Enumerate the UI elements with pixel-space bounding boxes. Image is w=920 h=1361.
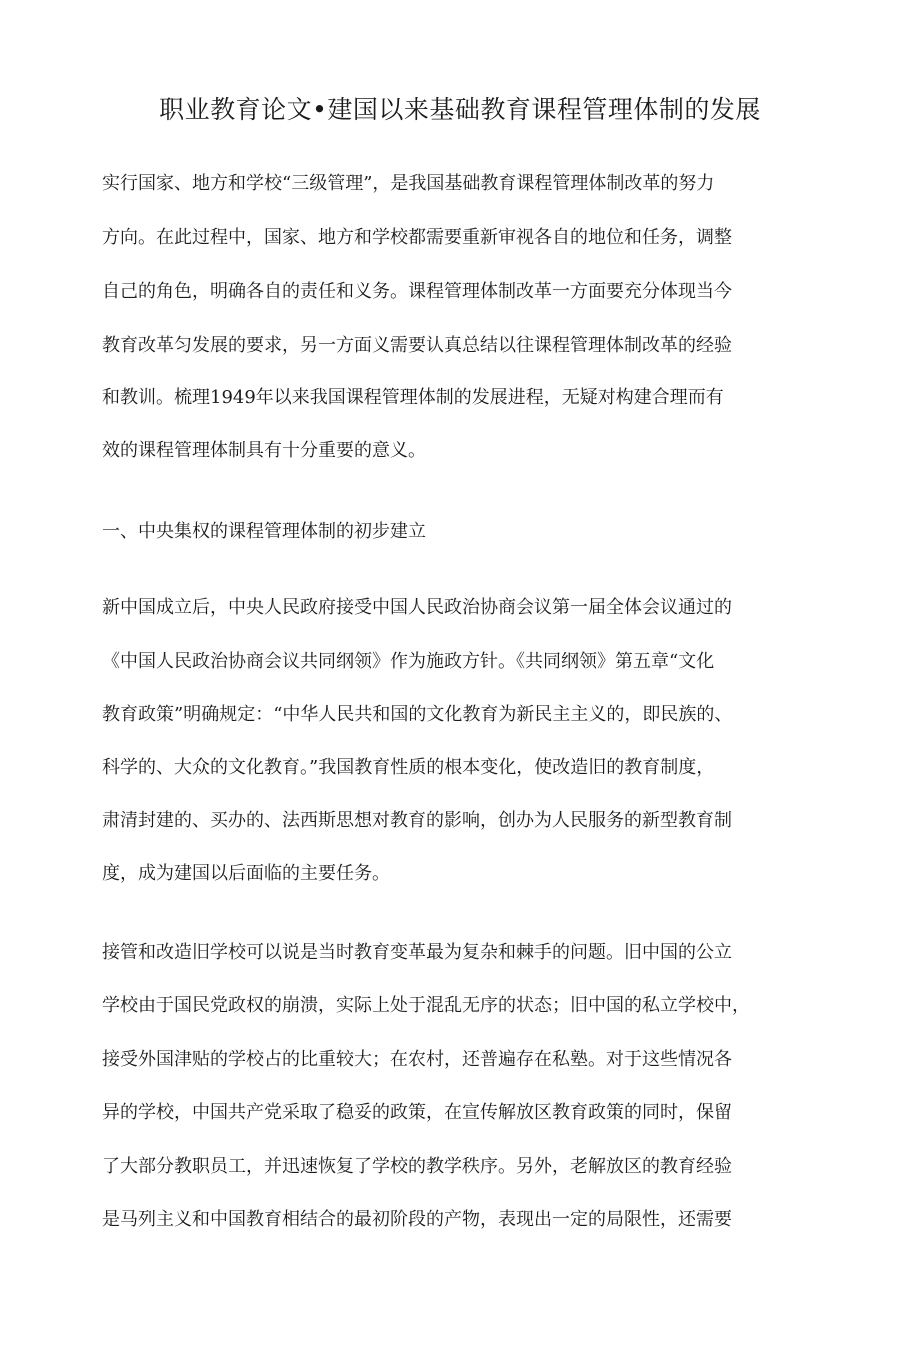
section-heading: 一、中央集权的课程管理体制的初步建立	[102, 521, 426, 542]
paragraph-2-line: 度，成为建国以后面临的主要任务。	[102, 863, 390, 884]
paragraph-2-line: 肃清封建的、买办的、法西斯思想对教育的影响，创办为人民服务的新型教育制	[102, 810, 732, 831]
paragraph-2-line: 教育政策”明确规定：“中华人民共和国的文化教育为新民主主义的，即民族的、	[102, 704, 733, 725]
paragraph-3-line: 了大部分教职员工，并迅速恢复了学校的教学秩序。另外，老解放区的教育经验	[102, 1156, 732, 1177]
paragraph-1-line: 方向。在此过程中，国家、地方和学校都需要重新审视各自的地位和任务，调整	[102, 227, 732, 248]
paragraph-2-line: 新中国成立后，中央人民政府接受中国人民政治协商会议第一届全体会议通过的	[102, 597, 732, 618]
paragraph-1-line: 实行国家、地方和学校“三级管理”，是我国基础教育课程管理体制改革的努力	[102, 173, 715, 194]
paragraph-1-line: 效的课程管理体制具有十分重要的意义。	[102, 440, 426, 461]
paragraph-3-line: 异的学校，中国共产党采取了稳妥的政策，在宣传解放区教育政策的同时，保留	[102, 1102, 732, 1123]
paragraph-2-line: 《中国人民政治协商会议共同纲领》作为施政方针。《共同纲领》第五章“文化	[102, 651, 715, 672]
paragraph-1-line: 自己的角色，明确各自的责任和义务。课程管理体制改革一方面要充分体现当今	[102, 281, 732, 302]
paragraph-1-line: 和教训。梳理1949年以来我国课程管理体制的发展进程，无疑对构建合理而有	[102, 387, 724, 408]
paragraph-3-line: 是马列主义和中国教育相结合的最初阶段的产物，表现出一定的局限性，还需要	[102, 1209, 732, 1230]
page-title: 职业教育论文•建国以来基础教育课程管理体制的发展	[159, 95, 761, 124]
paragraph-1-line: 教育改革匀发展的要求，另一方面义需要认真总结以往课程管理体制改革的经验	[102, 335, 732, 356]
paragraph-2-line: 科学的、大众的文化教育。”我国教育性质的根本变化，使改造旧的教育制度，	[102, 757, 715, 778]
paragraph-3-line: 接管和改造旧学校可以说是当时教育变革最为复杂和棘手的问题。旧中国的公立	[102, 942, 732, 963]
paragraph-3-line: 接受外国津贴的学校占的比重较大；在农村，还普遍存在私塾。对于这些情况各	[102, 1049, 732, 1070]
paragraph-3-line: 学校由于国民党政权的崩溃，实际上处于混乱无序的状态；旧中国的私立学校中，	[102, 995, 750, 1016]
